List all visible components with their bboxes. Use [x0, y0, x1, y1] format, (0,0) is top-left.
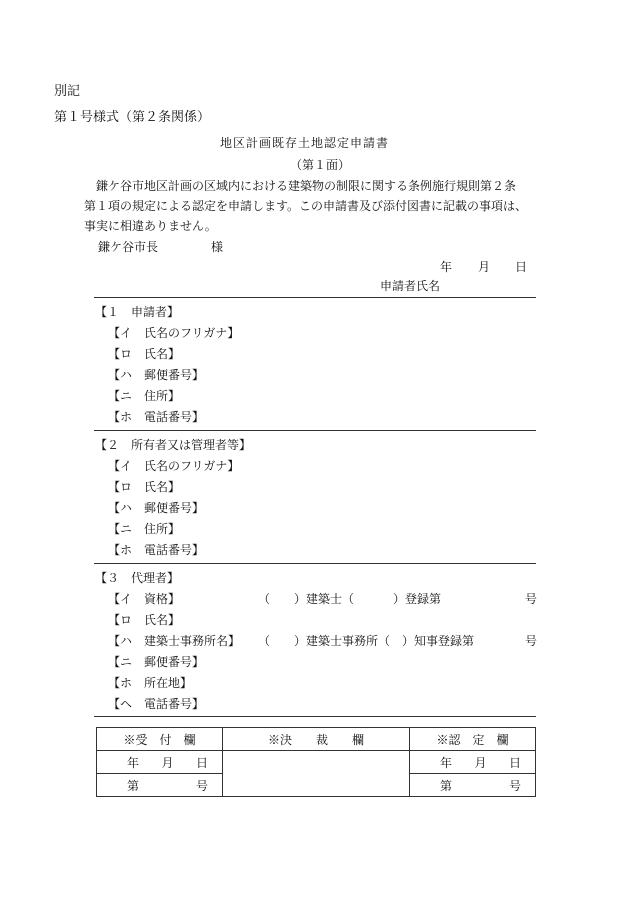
form-number: 第１号様式（第２条関係）	[54, 110, 211, 125]
section2-item: 【ハ 郵便番号】	[108, 501, 205, 515]
decision-header: ※決 裁 欄	[223, 728, 410, 751]
reception-number	[97, 774, 223, 797]
reception-no-suffix: 号	[195, 778, 208, 793]
approval-date	[410, 751, 536, 774]
reception-month: 月	[161, 755, 174, 770]
section1-item: 【ハ 郵便番号】	[108, 368, 205, 382]
intro-line-3: 事実に相違ありません。	[84, 219, 217, 233]
qualification-suffix: 号	[525, 592, 538, 606]
decision-cell	[223, 751, 410, 797]
section3-title: 【３ 代理者】	[95, 571, 180, 585]
section1-item: 【ニ 住所】	[108, 389, 181, 403]
intro-line-2: 第１項の規定による認定を申請します。この申請書及び添付図書に記載の事項は、	[84, 199, 528, 213]
office-use-table	[96, 727, 536, 797]
office-architect: （ ）建築士事務所（	[258, 634, 391, 648]
office-name-label: 【ハ 建築士事務所名】	[108, 634, 241, 648]
reception-no-prefix: 第	[127, 778, 140, 793]
qualification-label: 【イ 資格】	[108, 592, 181, 606]
section2-title: 【２ 所有者又は管理者等】	[95, 438, 252, 452]
reception-header: ※受 付 欄	[97, 728, 223, 751]
addressee: 鎌ケ谷市長	[98, 240, 159, 254]
reception-year: 年	[127, 755, 140, 770]
divider-2	[94, 430, 536, 431]
office-suffix: 号	[525, 634, 538, 648]
annex-label: 別記	[54, 84, 81, 99]
approval-day: 日	[508, 755, 521, 770]
face-label: （第１面）	[290, 158, 351, 172]
section2-item: 【イ 氏名のフリガナ】	[108, 459, 240, 473]
divider-4	[94, 716, 536, 717]
agent-name-label: 【ロ 氏名】	[108, 613, 181, 627]
approval-no-suffix: 号	[508, 778, 521, 793]
reception-date	[97, 751, 223, 774]
section1-item: 【ホ 電話番号】	[108, 410, 205, 424]
approval-header: ※認 定 欄	[410, 728, 536, 751]
reception-day: 日	[195, 755, 208, 770]
section1-title: 【１ 申請者】	[95, 305, 180, 319]
addressee-suffix: 様	[211, 240, 224, 254]
section1-item: 【イ 氏名のフリガナ】	[108, 326, 240, 340]
approval-year: 年	[440, 755, 453, 770]
page-title: 地区計画既存土地認定申請書	[220, 136, 390, 150]
section1-item: 【ロ 氏名】	[108, 347, 181, 361]
section2-item: 【ロ 氏名】	[108, 480, 181, 494]
applicant-name-label: 申請者氏名	[380, 279, 441, 293]
intro-line-1: 鎌ケ谷市地区計画の区域内における建築物の制限に関する条例施行規則第２条	[96, 179, 517, 193]
office-registration: ）知事登録第	[402, 634, 475, 648]
date-month: 月	[478, 260, 491, 274]
section2-item: 【ニ 住所】	[108, 522, 181, 536]
agent-phone-label: 【ヘ 電話番号】	[108, 697, 205, 711]
qualification-architect: （ ）建築士（	[258, 592, 355, 606]
date-year: 年	[440, 260, 453, 274]
approval-no-prefix: 第	[440, 778, 453, 793]
approval-number	[410, 774, 536, 797]
approval-month: 月	[474, 755, 487, 770]
section2-item: 【ホ 電話番号】	[108, 543, 205, 557]
qualification-registration: ）登録第	[393, 592, 442, 606]
agent-address-label: 【ホ 所在地】	[108, 676, 193, 690]
date-day: 日	[515, 260, 528, 274]
divider-3	[94, 563, 536, 564]
agent-postal-label: 【ニ 郵便番号】	[108, 655, 205, 669]
divider-1	[94, 297, 536, 298]
